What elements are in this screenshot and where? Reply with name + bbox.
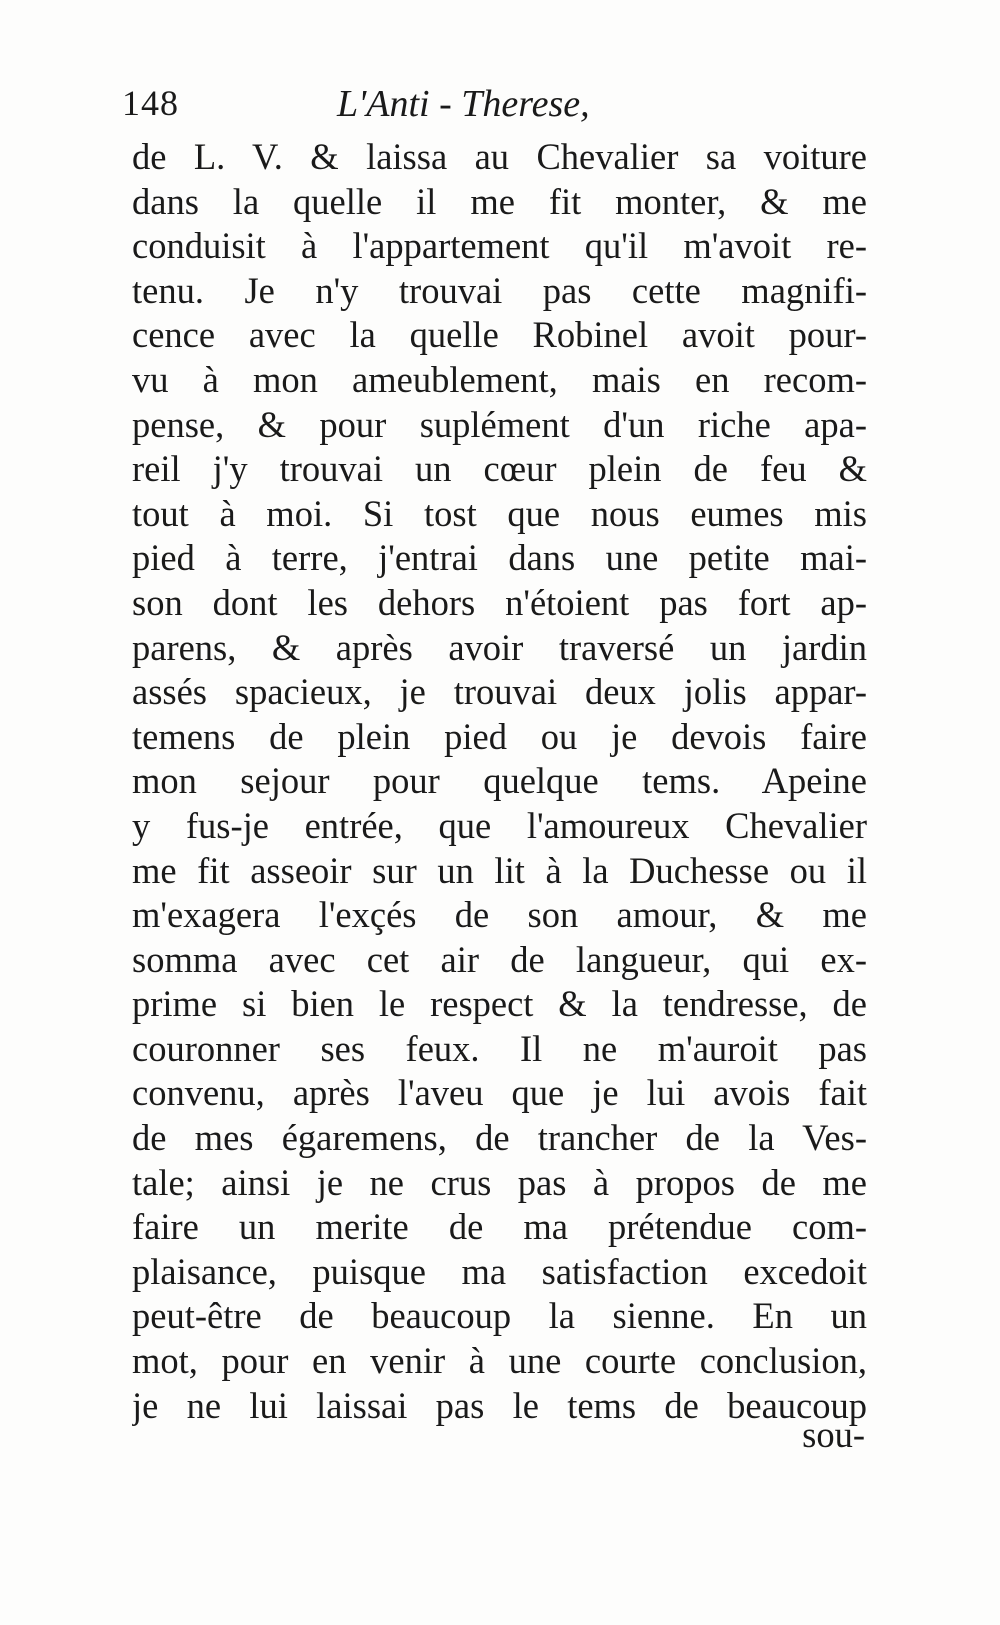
text-line: assés spacieux, je trouvai deux jolis appar- — [132, 671, 867, 713]
text-line: tout à moi. Si tost que nous eumes mis — [132, 492, 867, 534]
catchword: sou- — [802, 1414, 865, 1455]
text-line: peut-être de beaucoup la sienne. En un — [132, 1295, 867, 1337]
text-line: me fit asseoir sur un lit à la Duchesse ou il — [132, 849, 867, 891]
text-line: somma avec cet air de langueur, qui ex- — [132, 938, 867, 980]
page-header — [122, 82, 882, 132]
text-line: mot, pour en venir à une courte conclusion, — [132, 1340, 867, 1382]
text-line: parens, & après avoir traversé un jardin — [132, 626, 867, 668]
text-line: je ne lui laissai pas le tems de beaucoup — [132, 1384, 867, 1426]
text-line: de mes égaremens, de trancher de la Ves- — [132, 1117, 867, 1159]
text-line: tenu. Je n'y trouvai pas cette magnifi- — [132, 269, 867, 311]
body-text — [132, 135, 867, 1428]
text-line: faire un merite de ma prétendue com- — [132, 1206, 867, 1248]
text-line: dans la quelle il me fit monter, & me — [132, 180, 867, 222]
text-line: pied à terre, j'entrai dans une petite mai- — [132, 537, 867, 579]
text-line: m'exagera l'exçés de son amour, & me — [132, 894, 867, 936]
text-line: couronner ses feux. Il ne m'auroit pas — [132, 1027, 867, 1069]
page-number: 148 — [122, 83, 179, 123]
text-line: temens de plein pied ou je devois faire — [132, 715, 867, 757]
text-line: prime si bien le respect & la tendresse, de — [132, 983, 867, 1025]
text-line: mon sejour pour quelque tems. Apeine — [132, 760, 867, 802]
text-line: cence avec la quelle Robinel avoit pour- — [132, 314, 867, 356]
text-line: vu à mon ameublement, mais en recom- — [132, 358, 867, 400]
text-line: son dont les dehors n'étoient pas fort ap- — [132, 581, 867, 623]
text-line: plaisance, puisque ma satisfaction excedoit — [132, 1250, 867, 1292]
text-line: conduisit à l'appartement qu'il m'avoit re- — [132, 225, 867, 267]
text-line: reil j'y trouvai un cœur plein de feu & — [132, 448, 867, 490]
text-line: y fus-je entrée, que l'amoureux Chevalier — [132, 804, 867, 846]
text-line: de L. V. & laissa au Chevalier sa voiture — [132, 136, 867, 177]
text-line: tale; ainsi je ne crus pas à propos de me — [132, 1161, 867, 1203]
text-line: pense, & pour suplément d'un riche apa- — [132, 403, 867, 445]
text-line: convenu, après l'aveu que je lui avois fait — [132, 1072, 867, 1114]
running-title: L'Anti - Therese, — [337, 83, 590, 125]
